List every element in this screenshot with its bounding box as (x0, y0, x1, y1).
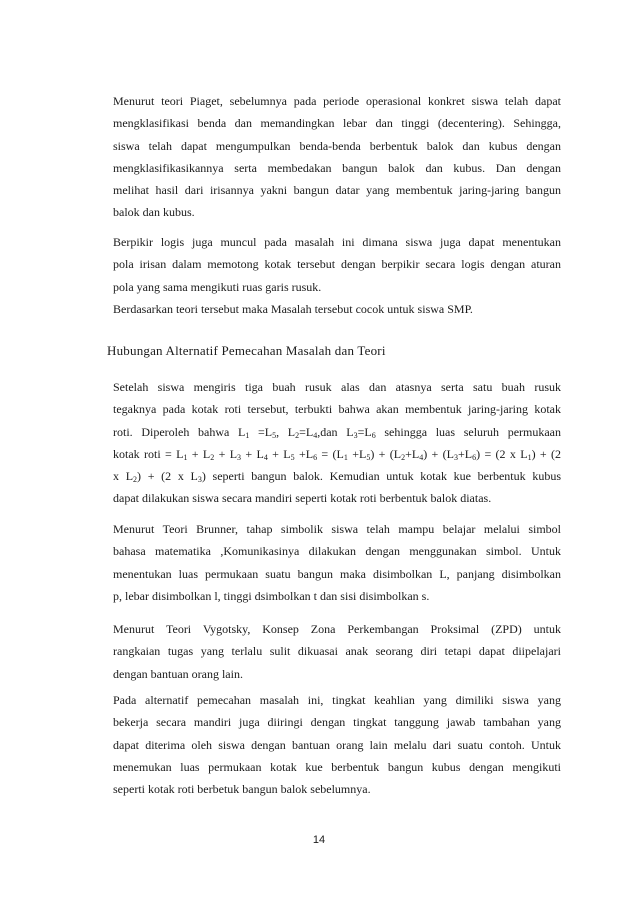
text-line: siswa telah dapat mengumpulkan benda-benda berbentuk balok dan kubus dengan (113, 138, 561, 153)
paragraph-vygotsky (113, 618, 561, 685)
text-line: balok dan kubus. (113, 205, 195, 220)
text-line: mengklasifikasikannya serta membedakan bangun balok dan kubus. Dan dengan (113, 160, 561, 175)
text-line: Berdasarkan teori tersebut maka Masalah tersebut cocok untuk siswa SMP. (113, 301, 473, 316)
paragraph-alternative (113, 689, 561, 800)
text-line: seperti kotak roti berbetuk bangun balok sebelumnya. (113, 782, 371, 797)
paragraph-logical-thinking (113, 231, 561, 320)
text-line: menemukan luas permukaan kotak kue berbentuk bangun kubus dengan mengikuti (113, 759, 561, 774)
section-heading: Hubungan Alternatif Pemecahan Masalah dan Teori (107, 343, 386, 358)
text-line: tegaknya pada kotak roti tersebut, terbukti bahwa akan membentuk jaring-jaring kotak (113, 402, 561, 417)
paragraph-piaget (113, 90, 561, 224)
text-line: p, lebar disimbolkan l, tinggi dsimbolkan t dan sisi disimbolkan s. (113, 588, 430, 603)
text-line: Setelah siswa mengiris tiga buah rusuk alas dan atasnya serta satu buah rusuk (113, 380, 561, 394)
text-line: Berpikir logis juga muncul pada masalah ini dimana siswa juga dapat menentukan (113, 235, 561, 249)
text-line: kotak roti = $L_1 + L_2 + L_3 + L_4 + L_5 +L_6 = (L_1 +L_5) + (L_2+L_4) + (L_3+L_6) = (2$ x $L_1) + (2$ (113, 446, 562, 462)
page-number: 14 (312, 834, 326, 846)
paragraph-brunner (113, 518, 561, 607)
text-line: Menurut Teori Vygotsky, Konsep Zona Perkembangan Proksimal (ZPD) untuk (113, 622, 561, 636)
text-line: Pada alternatif pemecahan masalah ini, tingkat keahlian yang dimiliki siswa yang (113, 693, 561, 707)
paragraph-net-solution (113, 376, 561, 510)
text-line: dengan bantuan orang lain. (113, 666, 243, 681)
text-line: rangkaian tugas yang terlalu sulit dikuasai anak seorang diri tetapi dapat diipelajari (113, 644, 561, 659)
text-line: bekerja secara mandiri juga diiringi dengan tingkat tanggung jawab tambahan yang (113, 715, 561, 730)
text-line: Menurut Teori Brunner, tahap simbolik siswa telah mampu belajar melalui simbol (113, 522, 561, 536)
text-line: bahasa matematika ,Komunikasinya dilakukan dengan menggunakan simbol. Untuk (113, 544, 561, 559)
text-line: Menurut teori Piaget, sebelumnya pada periode operasional konkret siswa telah dapat (113, 94, 561, 108)
text-line: menentukan luas permukaan suatu bangun maka disimbolkan L, panjang disimbolkan (113, 566, 561, 581)
text-line: roti. Diperoleh bahwa $L_1 =L_5$, $L_2=L_4,dan$ $L_3=L_6$ sehingga luas seluruh permukaan (113, 424, 562, 440)
text-line: pola yang sama mengikuti ruas garis rusuk. (113, 279, 322, 294)
text-line: x $L_2) + (2$ x $L_3$) seperti bangun balok. Kemudian untuk kotak kue berbentuk kubus (113, 469, 561, 485)
text-line: mengklasifikasi benda dan memandingkan lebar dan tinggi (decentering). Sehingga, (113, 116, 561, 131)
text-line: dapat dilakukan siswa secara mandiri seperti kotak roti berbentuk balok diatas. (113, 491, 492, 506)
text-line: dapat diterima oleh siswa dengan bantuan orang lain melalu dari suatu contoh. Untuk (113, 737, 561, 752)
text-line: melihat hasil dari irisannya yakni bangun datar yang membentuk jaring-jaring bangun (113, 183, 561, 198)
text-line: pola irisan dalam memotong kotak tersebut dengan berpikir secara logis dengan aturan (113, 257, 561, 272)
